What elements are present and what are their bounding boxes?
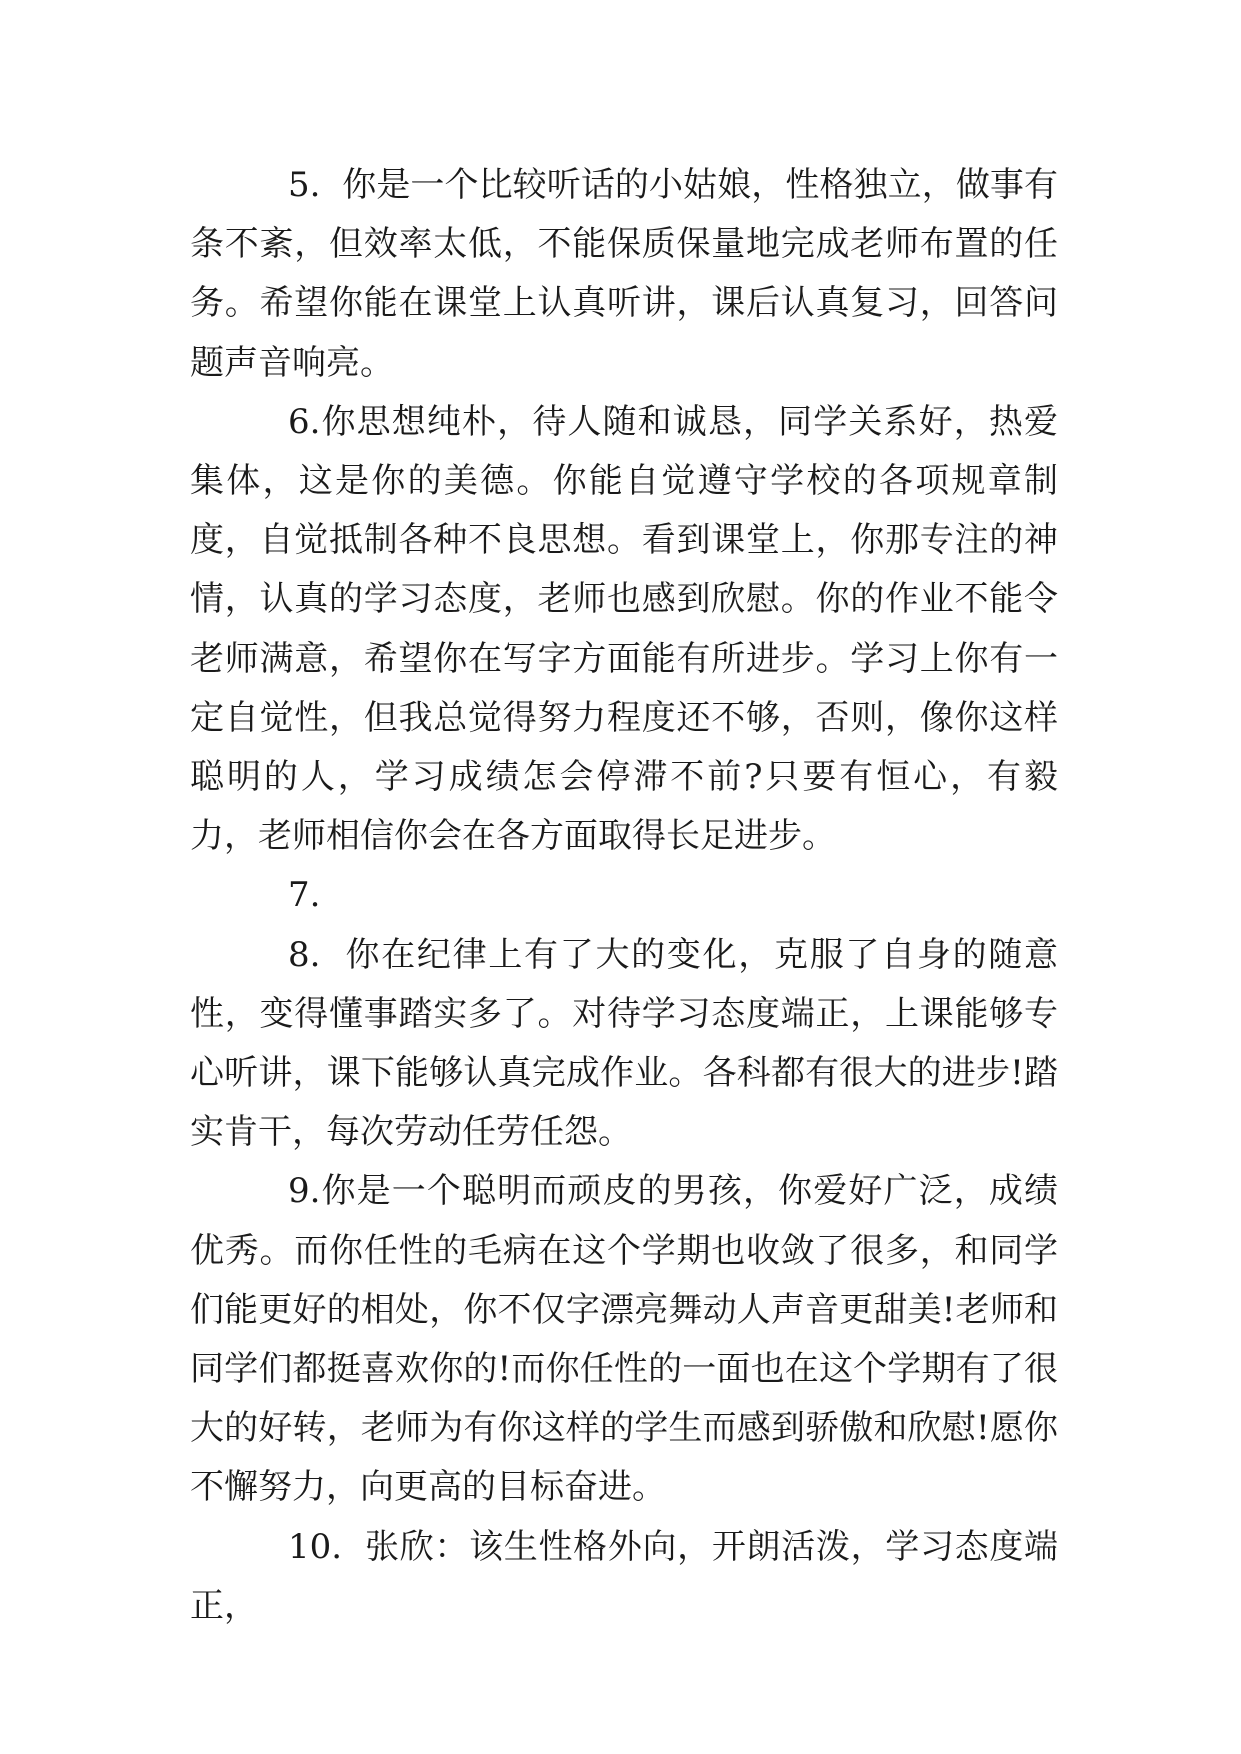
- comment-paragraph-9: 9.你是一个聪明而顽皮的男孩，你爱好广泛，成绩优秀。而你任性的毛病在这个学期也收敛了很多，和同学们能更好的相处，你不仅字漂亮舞动人声音更甜美!老师和同学们都挺喜欢你的!而你任性的一面也在这个学期有了很大的好转，老师为有你这样的学生而感到骄傲和欣慰!愿你不懈努力，向更高的目标奋进。: [190, 1171, 1058, 1508]
- comment-paragraph-6: 6.你思想纯朴，待人随和诚恳，同学关系好，热爱集体，这是你的美德。你能自觉遵守学校的各项规章制度，自觉抵制各种不良思想。看到课堂上，你那专注的神情，认真的学习态度，老师也感到欣慰。你的作业不能令老师满意，希望你在写字方面能有所进步。学习上你有一定自觉性，但我总觉得努力程度还不够，否则，像你这样聪明的人，学习成绩怎会停滞不前?只要有恒心，有毅力，老师相信你会在各方面取得长足进步。: [190, 401, 1058, 857]
- comment-paragraph-8: 8. 你在纪律上有了大的变化，克服了自身的随意性，变得懂事踏实多了。对待学习态度端正，上课能够专心听讲，课下能够认真完成作业。各科都有很大的进步!踏实肯干，每次劳动任劳任怨。: [190, 934, 1058, 1153]
- comment-paragraph-7: 7.: [288, 875, 321, 916]
- document-body: [190, 156, 1058, 1636]
- comment-paragraph-5: 5. 你是一个比较听话的小姑娘，性格独立，做事有条不紊，但效率太低，不能保质保量地完成老师布置的任务。希望你能在课堂上认真听讲，课后认真复习，回答问题声音响亮。: [190, 165, 1058, 383]
- comment-paragraph-10: 10. 张欣：该生性格外向，开朗活泼，学习态度端正，: [190, 1526, 1058, 1626]
